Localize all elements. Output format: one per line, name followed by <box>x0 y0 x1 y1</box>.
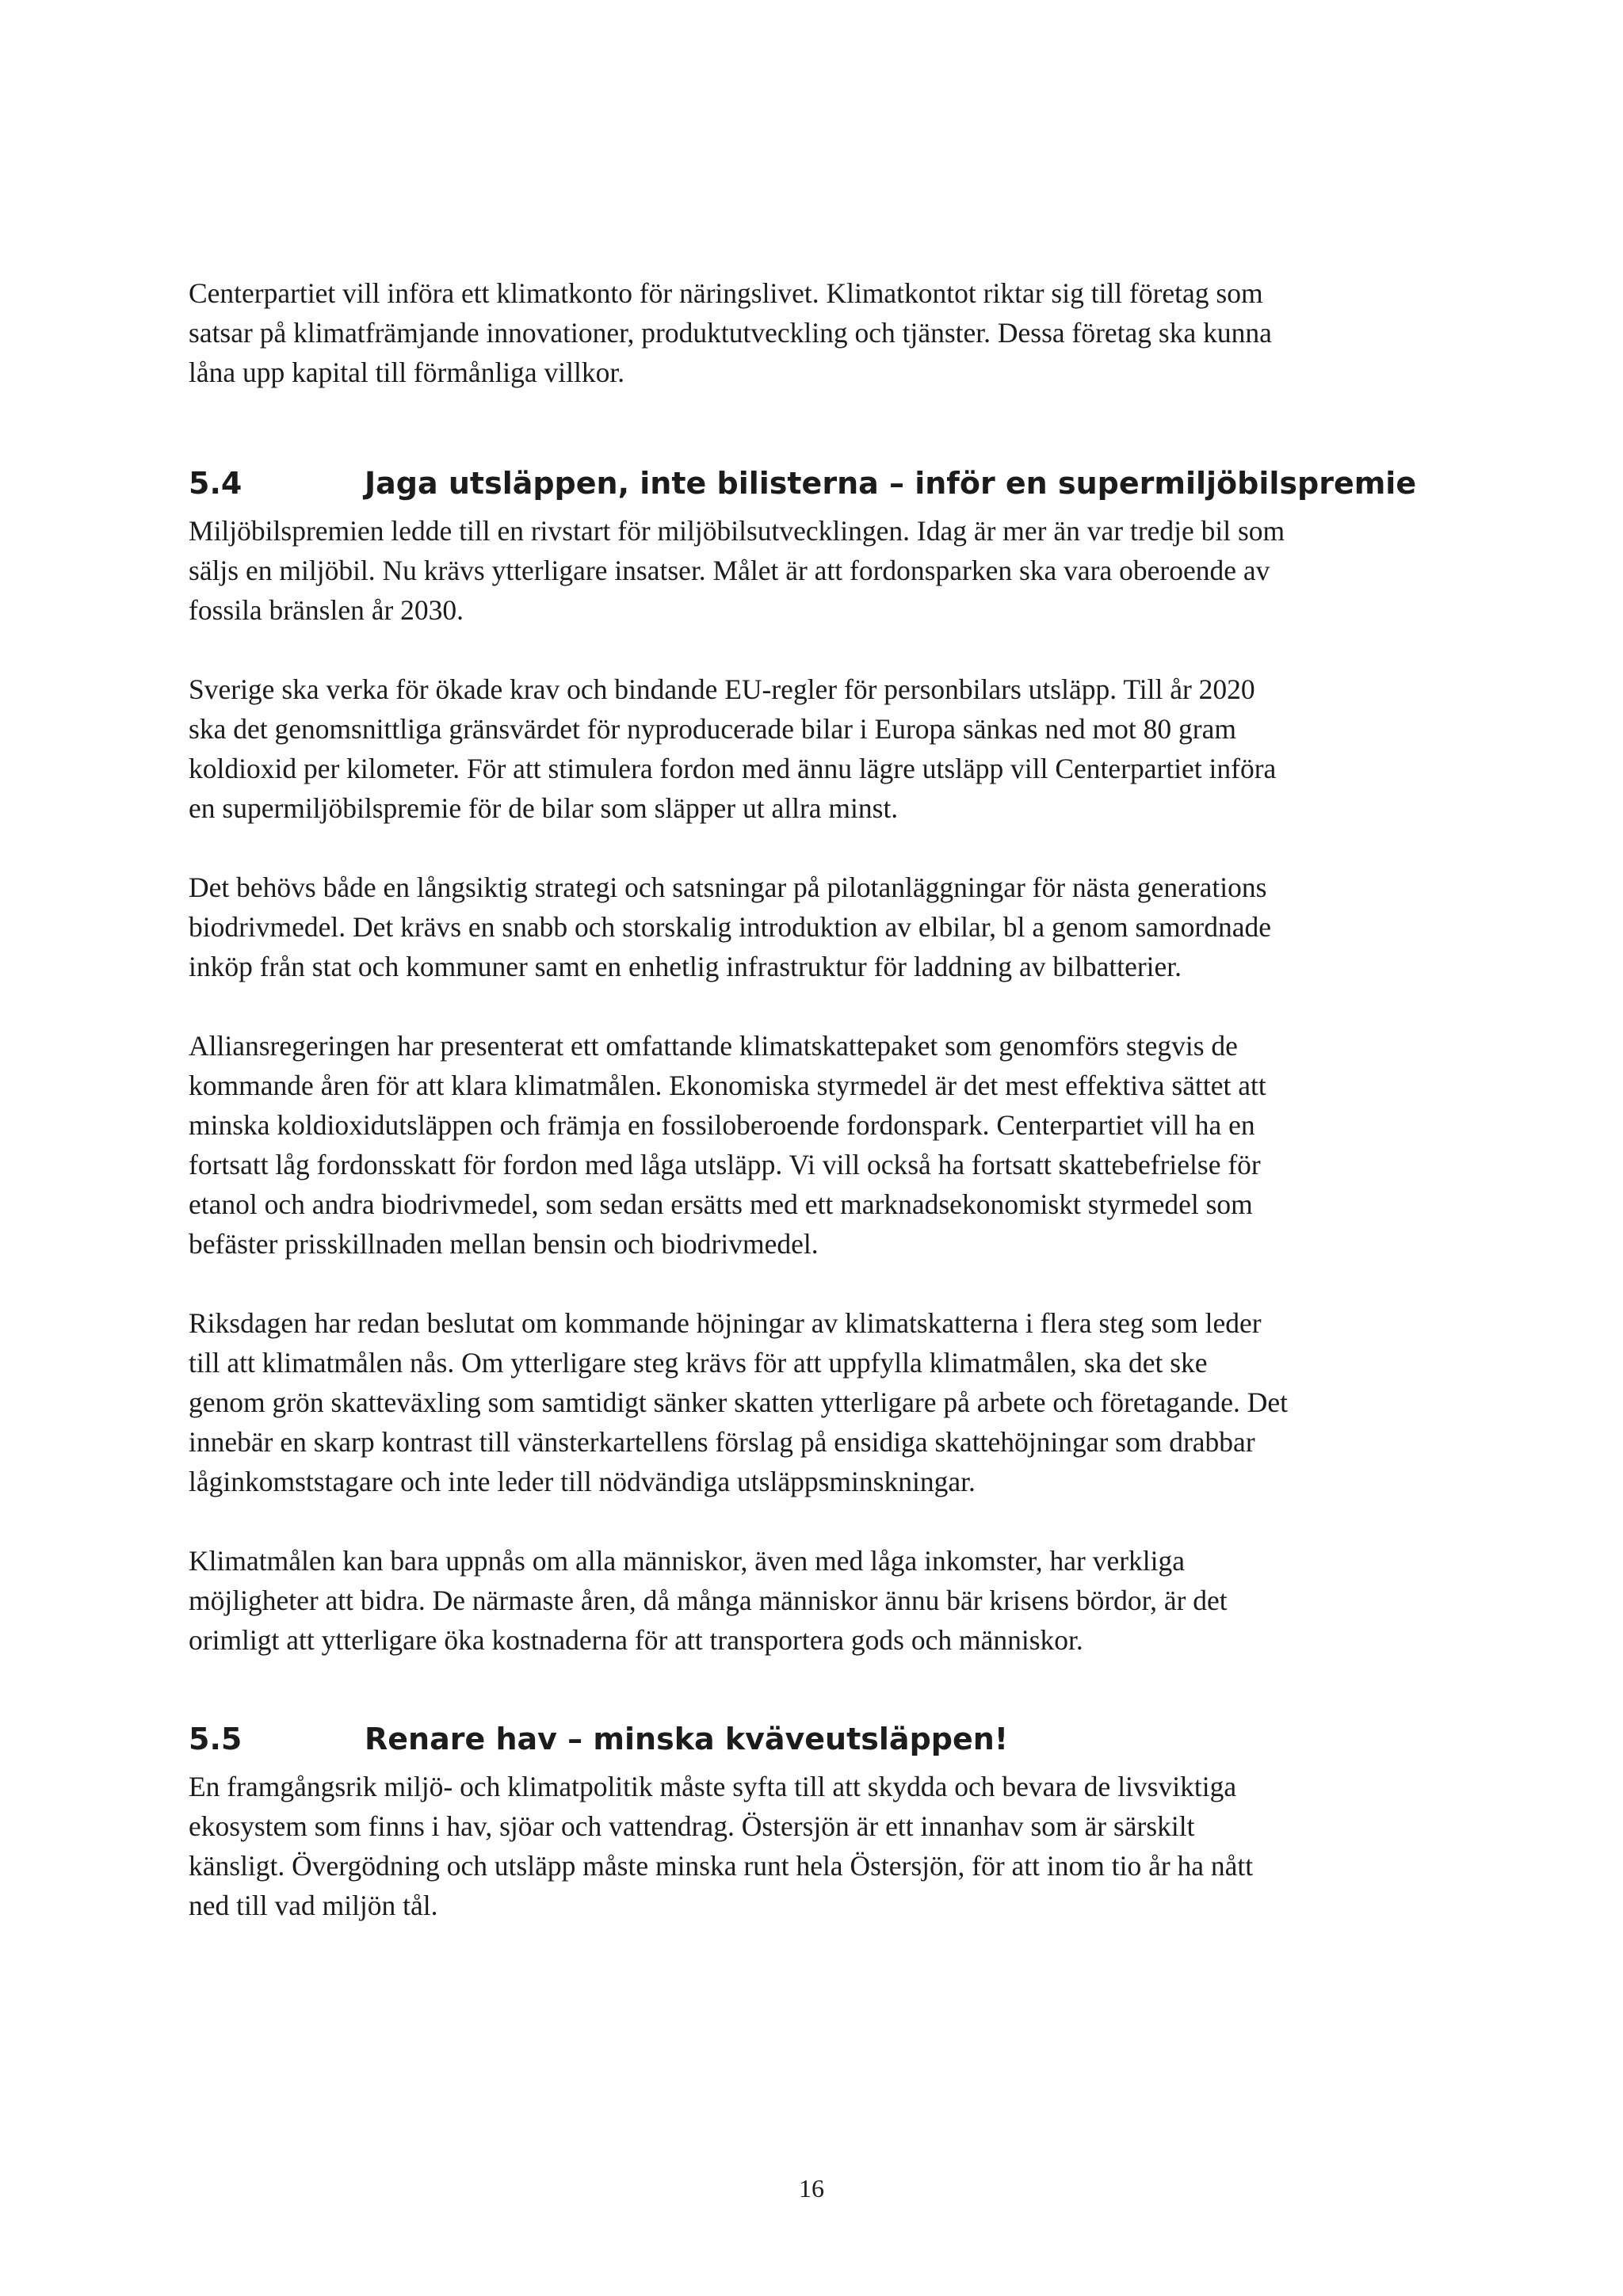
text-line: Miljöbilspremien ledde till en rivstart för miljöbilsutvecklingen. Idag är mer än var tredje bil som <box>189 515 1285 547</box>
text-line: säljs en miljöbil. Nu krävs ytterligare insatser. Målet är att fordonsparken ska vara oberoende av <box>189 555 1270 586</box>
section-number: 5.4 <box>189 466 242 501</box>
text-line: satsar på klimatfrämjande innovationer, produktutveckling och tjänster. Dessa företag ska kunna <box>189 317 1272 349</box>
text-line: låginkomststagare och inte leder till nödvändiga utsläppsminskningar. <box>189 1466 976 1497</box>
text-line: fortsatt låg fordonsskatt för fordon med låga utsläpp. Vi vill också ha fortsatt skattebefrielse för <box>189 1149 1261 1180</box>
text-line: inköp från stat och kommuner samt en enhetlig infrastruktur för laddning av bilbatterier. <box>189 951 1182 982</box>
text-line: innebär en skarp kontrast till vänsterkartellens förslag på ensidiga skattehöjningar som drabbar <box>189 1426 1255 1458</box>
text-line: Klimatmålen kan bara uppnås om alla människor, även med låga inkomster, har verkliga <box>189 1545 1186 1577</box>
text-line: till att klimatmålen nås. Om ytterligare steg krävs för att uppfylla klimatmålen, ska det ske <box>189 1347 1208 1379</box>
text-line: Det behövs både en långsiktig strategi och satsningar på pilotanläggningar för nästa generations <box>189 871 1267 903</box>
text-line: orimligt att ytterligare öka kostnaderna för att transportera gods och människor. <box>189 1624 1083 1656</box>
text-line: etanol och andra biodrivmedel, som sedan ersätts med ett marknadsekonomiskt styrmedel som <box>189 1188 1253 1220</box>
text-line: Centerpartiet vill införa ett klimatkonto för näringslivet. Klimatkontot riktar sig till företag som <box>189 277 1263 309</box>
text-line: biodrivmedel. Det krävs en snabb och storskalig introduktion av elbilar, bl a genom samordnade <box>189 911 1271 943</box>
section-title: Renare hav – minska kväveutsläppen! <box>365 1722 1009 1756</box>
text-line: ned till vad miljön tål. <box>189 1890 438 1921</box>
text-line: ekosystem som finns i hav, sjöar och vattendrag. Östersjön är ett innanhav som är särskilt <box>189 1810 1195 1842</box>
text-line: kommande åren för att klara klimatmålen. Ekonomiska styrmedel är det mest effektiva sättet att <box>189 1070 1266 1101</box>
text-line: Alliansregeringen har presenterat ett omfattande klimatskattepaket som genomförs stegvis de <box>189 1030 1238 1062</box>
text-line: befäster prisskillnaden mellan bensin och biodrivmedel. <box>189 1228 819 1260</box>
text-line: fossila bränslen år 2030. <box>189 594 464 626</box>
text-line: möjligheter att bidra. De närmaste åren, då många människor ännu bär krisens bördor, är det <box>189 1585 1228 1616</box>
section-number: 5.5 <box>189 1722 242 1756</box>
text-line: Riksdagen har redan beslutat om kommande höjningar av klimatskatterna i flera steg som leder <box>189 1307 1262 1339</box>
text-line: genom grön skatteväxling som samtidigt sänker skatten ytterligare på arbete och företagande. Det <box>189 1386 1288 1418</box>
text-line: minska koldioxidutsläppen och främja en fossiloberoende fordonspark. Centerpartiet vill ha en <box>189 1109 1255 1141</box>
text-line: låna upp kapital till förmånliga villkor. <box>189 357 625 388</box>
text-line: koldioxid per kilometer. För att stimulera fordon med ännu lägre utsläpp vill Centerpartiet införa <box>189 753 1277 784</box>
text-line: en supermiljöbilspremie för de bilar som släpper ut allra minst. <box>189 792 899 824</box>
text-line: Sverige ska verka för ökade krav och bindande EU-regler för personbilars utsläpp. Till år 2020 <box>189 673 1255 705</box>
section-title: Jaga utsläppen, inte bilisterna – inför en supermiljöbilspremie <box>365 466 1417 501</box>
text-line: ska det genomsnittliga gränsvärdet för nyproducerade bilar i Europa sänkas ned mot 80 gram <box>189 713 1236 745</box>
text-line: känsligt. Övergödning och utsläpp måste minska runt hela Östersjön, för att inom tio år ha nått <box>189 1850 1254 1882</box>
page-number: 16 <box>799 2174 824 2203</box>
text-line: En framgångsrik miljö- och klimatpolitik måste syfta till att skydda och bevara de livsviktiga <box>189 1771 1237 1802</box>
